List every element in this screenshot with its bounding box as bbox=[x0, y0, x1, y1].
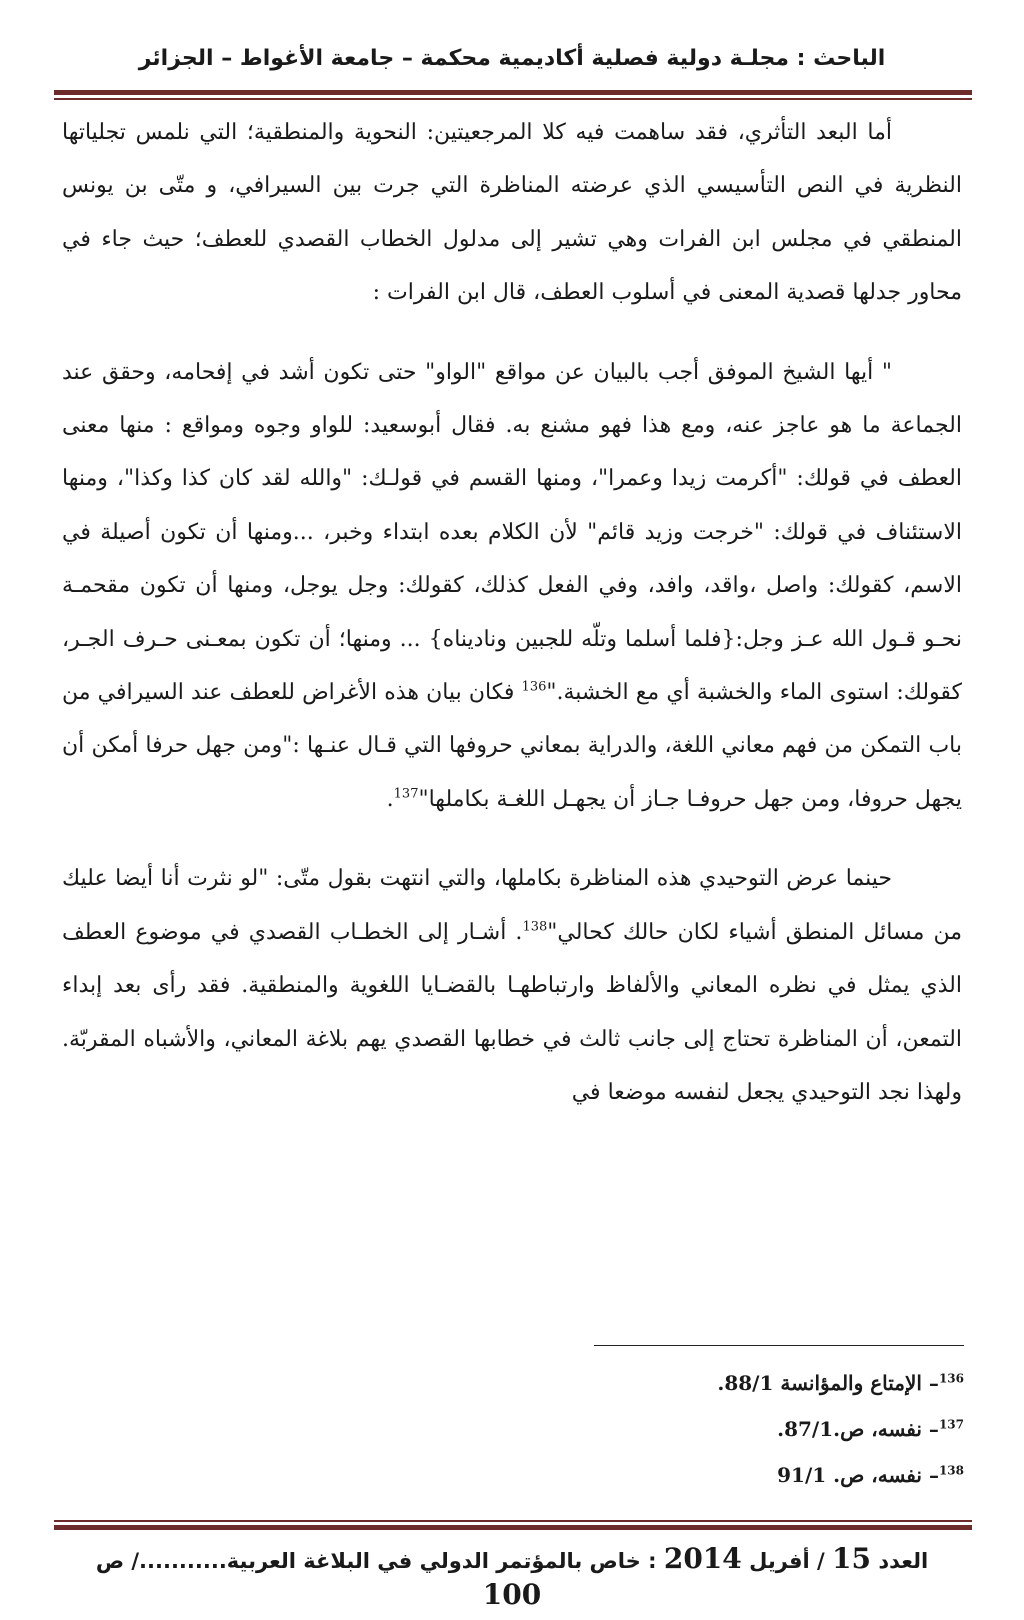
issue-year: 2014 bbox=[663, 1542, 742, 1575]
footer-rule-thin bbox=[54, 1520, 972, 1522]
paragraph-3-part-b: . أشـار إلى الخطـاب القصدي في موضوع العطف الذي يمثل في نظره المعاني والألفاظ وارتباطهـا بالقضـايا اللغوية والمنطقية. فقد رأى بعد إبداء التمعن، أن المناظرة تحتاج إلى جانب ثالث في خطابها القصدي يهم بلاغة المعاني، والأشباه المقربّة. ولهذا نجد التوحيدي يجعل لنفسه موضعا في bbox=[62, 919, 962, 1105]
quote-continuation: فكان بيان هذه الأغراض للعطف عند السيرافي من باب التمكن من فهم معاني اللغة، والدراية بمعاني حروفها التي قـال عنـها :"ومن جهل حرفا أمكن أن يجهل حروفا، ومن جهل حروفـا جـاز أن يجهـل اللغـة بكاملها" bbox=[62, 680, 962, 812]
footnote-item bbox=[464, 1406, 964, 1452]
footnote-number: 137 bbox=[938, 1417, 964, 1432]
footer-rule-thick bbox=[54, 1525, 972, 1530]
footnote-number: 136 bbox=[938, 1371, 964, 1386]
footnote-ref-138: 138 bbox=[522, 919, 548, 935]
issue-description: : خاص بالمؤتمر الدولي في البلاغة العربية.........../ ص bbox=[95, 1549, 664, 1573]
issue-month: أفريل bbox=[749, 1549, 810, 1573]
footnote-text: – الإمتاع والمؤانسة 88/1. bbox=[717, 1371, 939, 1395]
issue-number: 15 bbox=[832, 1542, 872, 1575]
header-rule-thin bbox=[54, 98, 972, 100]
issue-label: العدد bbox=[878, 1549, 929, 1573]
footnote-number: 138 bbox=[938, 1463, 964, 1478]
footnote-text: – نفسه، ص. 91/1 bbox=[777, 1463, 939, 1487]
footnote-ref-137: 137 bbox=[393, 786, 419, 802]
footnotes bbox=[464, 1360, 964, 1498]
page-footer bbox=[80, 1542, 944, 1614]
footnote-item bbox=[464, 1360, 964, 1406]
quote-text: " أيها الشيخ الموفق أجب بالبيان عن مواقع "الواو" حتى تكون أشد في إفحامه، وحقق عند الجماعة ما هو عاجز عنه، ومع هذا فهو مشنع به. فقال أبوسعيد: للواو وجوه ومواقع : منها معنى العطف في قولك: "أكرمت زيدا وعمرا"، ومنها القسم في قولـك: "والله لقد كان كذا وكذا"، ومنها الاستئناف في قولك: "خرجت وزيد قائم" لأن الكلام بعده ابتداء وخبر، ...ومنها أن تكون أصيلة في الاسم، كقولك: واصل ،واقد، وافد، وفي الفعل كذلك، كقولك: وجل يوجل، ومنها أن تكون مقحمـة نحـو قـول الله عـز وجل:{فلما أسلما وتلّه للجبين وناديناه} ... ومنها؛ أن تكون بمعـنى حـرف الجـر، كقولك: استوى الماء والخشبة أي مع الخشبة." bbox=[62, 359, 963, 706]
paragraph-1: أما البعد التأثري، فقد ساهمت فيه كلا المرجعيتين: النحوية والمنطقية؛ التي نلمس تجلياتها النظرية في النص التأسيسي الذي عرضته المناظرة التي جرت بين السيرافي، و متّى بن يونس المنطقي في مجلس ابن الفرات وهي تشير إلى مدلول الخطاب القصدي للعطف؛ حيث جاء في محاور جدلها قصدية المعنى في أسلوب العطف، قال ابن الفرات : bbox=[62, 120, 962, 306]
journal-header: الباحث : مجلـة دولية فصلية أكاديمية محكمة – جامعة الأغواط – الجزائر bbox=[138, 46, 886, 71]
footer-separator: / bbox=[809, 1549, 833, 1573]
footnote-ref-136: 136 bbox=[521, 679, 547, 695]
footnote-item bbox=[464, 1452, 964, 1498]
paragraph-3 bbox=[62, 852, 962, 1119]
footnote-text: – نفسه، ص.87/1. bbox=[777, 1417, 939, 1441]
footnote-separator bbox=[594, 1345, 964, 1346]
paragraph-3-part-a: حينما عرض التوحيدي هذه المناظرة بكاملها، والتي انتهت بقول متّى: "لو نثرت أنا أيضا عليك من مسائل المنطق أشياء لكان حالك كحالي" bbox=[62, 866, 962, 945]
header-rule-thick bbox=[54, 90, 972, 95]
quote-end: . bbox=[386, 786, 394, 812]
page-number: 100 bbox=[482, 1578, 542, 1611]
body-text bbox=[62, 106, 962, 1119]
paragraph-2 bbox=[62, 346, 962, 827]
